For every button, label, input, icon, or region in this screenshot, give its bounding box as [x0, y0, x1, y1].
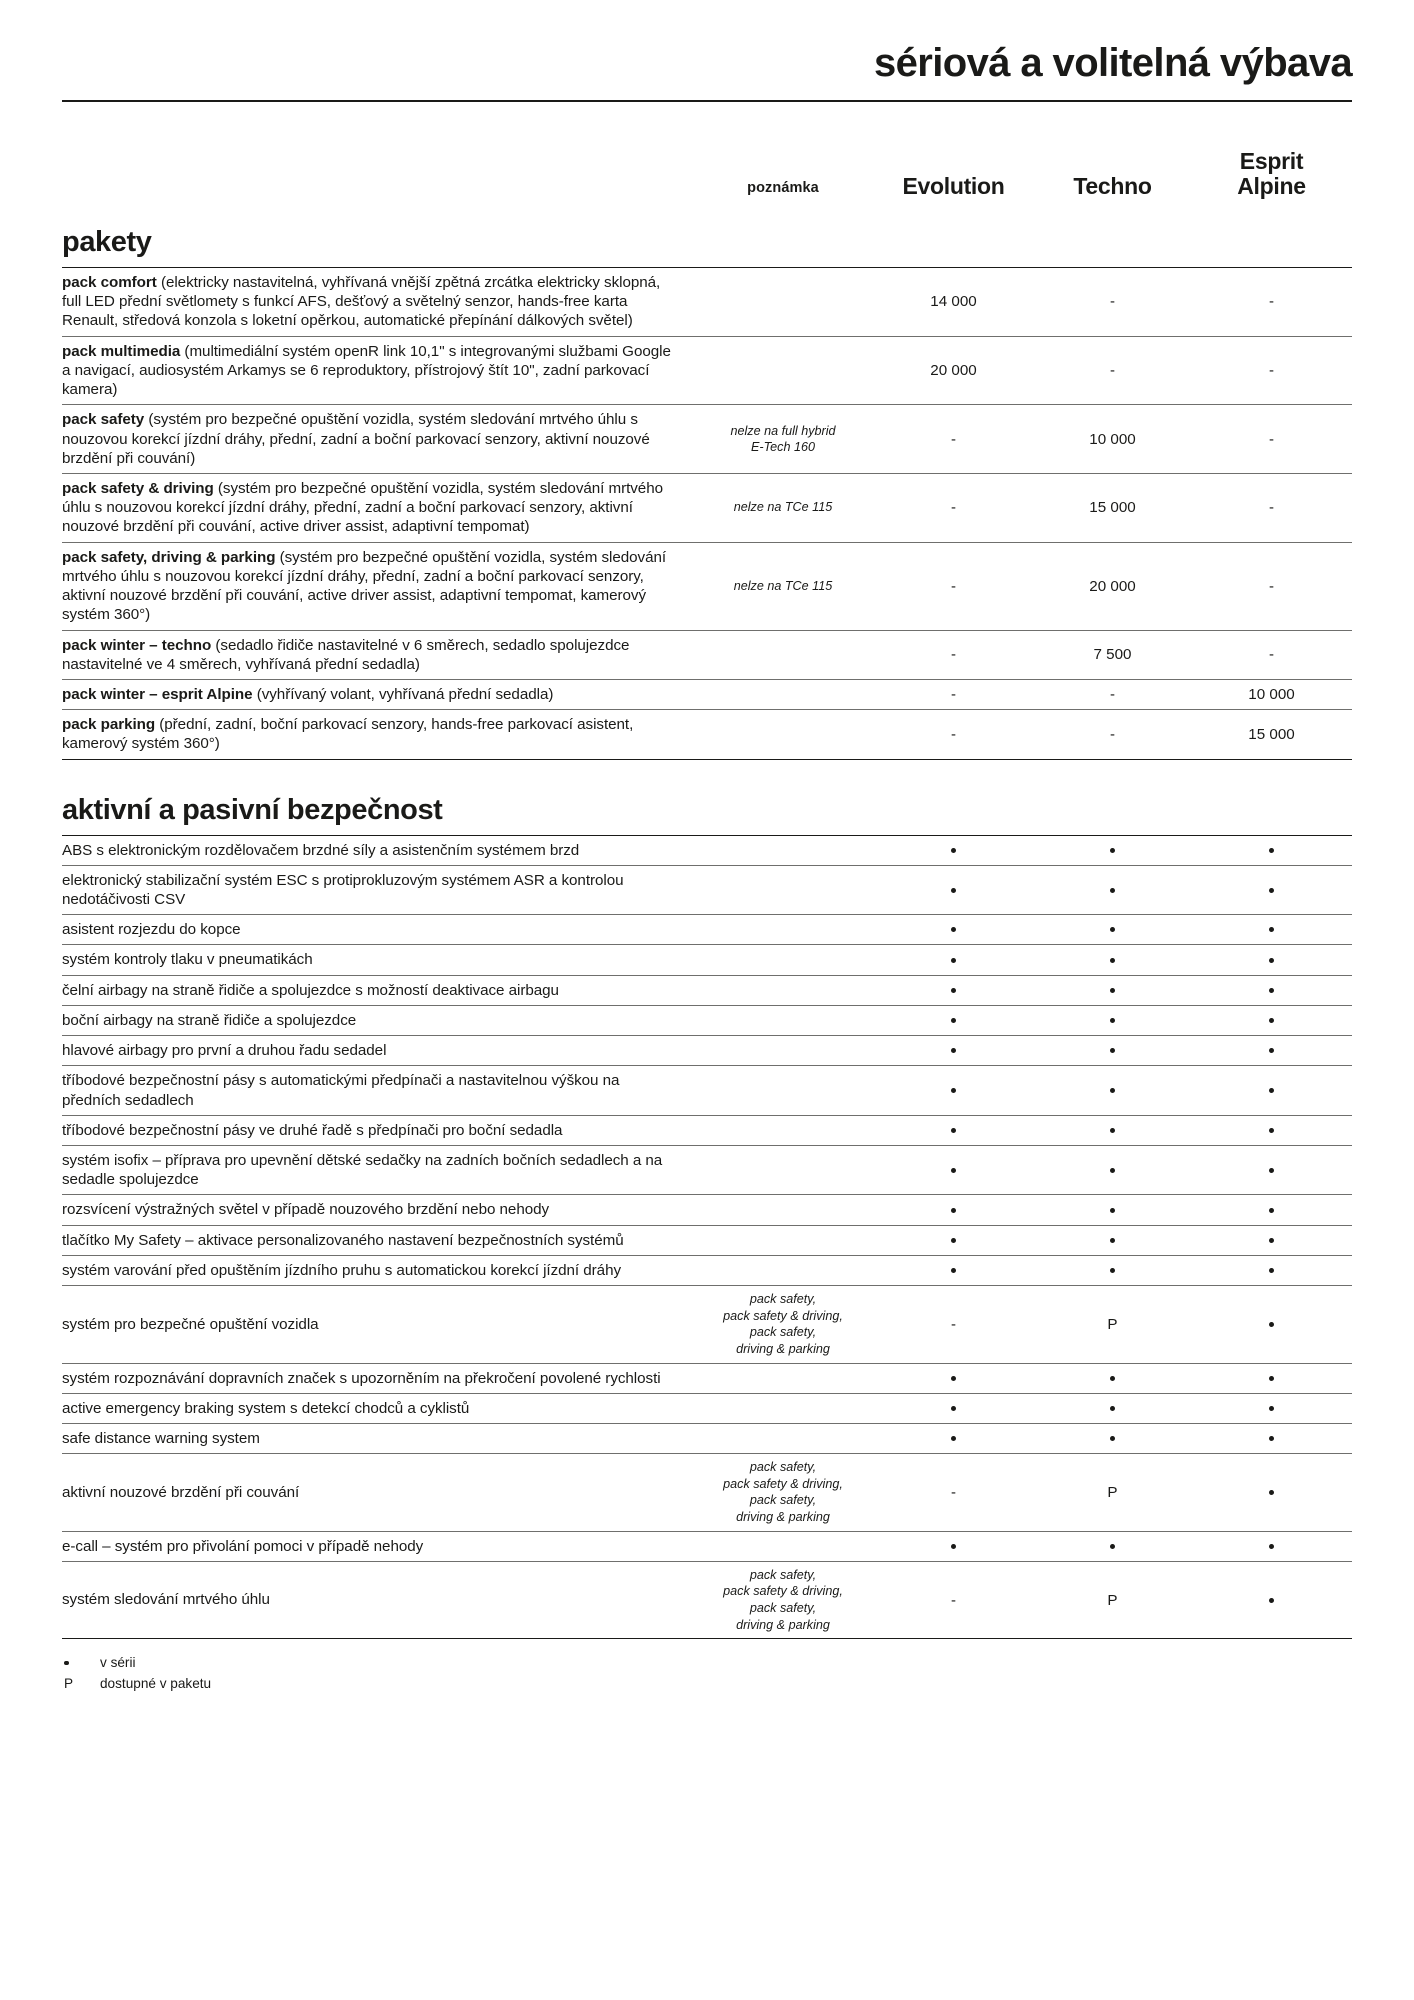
value-esprit-alpine: -: [1269, 361, 1274, 379]
standard-dot-icon: [1269, 1376, 1274, 1381]
table-row: [62, 1424, 1352, 1454]
column-header-evolution: Evolution: [902, 173, 1005, 200]
standard-dot-icon: [1110, 1376, 1115, 1381]
feature-name: pack winter – esprit Alpine (vyhřívaný volant, vyhřívaná přední sedadla): [62, 685, 554, 703]
value-techno: P: [1107, 1315, 1118, 1333]
column-header-techno: Techno: [1073, 173, 1152, 200]
value-techno: [1033, 1066, 1192, 1114]
feature-note: [692, 1394, 874, 1423]
value-techno: [1033, 1394, 1192, 1423]
value-esprit-alpine: [1192, 1066, 1351, 1114]
table-row: [62, 631, 1352, 680]
feature-name: pack safety, driving & parking (systém pro bezpečné opuštění vozidla, systém sledování mrtvého úhlu s nouzovou korekcí jízdní dráhy, přední, zadní a boční parkovací senzory, aktivní nouzové brzdění při couvání, active driver assist, adaptivní tempomat, kamerový systém 360°): [62, 548, 667, 624]
value-evolution: -: [951, 430, 956, 448]
table-row: [62, 405, 1352, 474]
value-techno: 15 000: [1089, 499, 1136, 517]
feature-name: rozsvícení výstražných světel v případě nouzového brzdění nebo nehody: [62, 1201, 550, 1219]
value-techno: [1033, 1226, 1192, 1255]
table-row: [62, 680, 1352, 710]
feature-name: systém isofix – příprava pro upevnění dětské sedačky na zadních bočních sedadlech a na sedadle spolujezdce: [62, 1152, 663, 1189]
value-esprit-alpine: [1192, 836, 1351, 865]
value-esprit-alpine: [1192, 1454, 1351, 1530]
standard-dot-icon: [1269, 1048, 1274, 1053]
standard-dot-icon: [64, 1661, 69, 1666]
value-evolution: [874, 1532, 1033, 1561]
standard-dot-icon: [951, 1018, 956, 1023]
standard-dot-icon: [1269, 988, 1274, 993]
feature-note: [692, 1532, 874, 1561]
value-esprit-alpine: -: [1269, 430, 1274, 448]
value-esprit-alpine: [1192, 1195, 1351, 1224]
standard-dot-icon: [951, 1436, 956, 1441]
value-evolution: [874, 976, 1033, 1005]
standard-dot-icon: [1110, 888, 1115, 893]
standard-dot-icon: [1269, 1322, 1274, 1327]
standard-dot-icon: [1110, 1168, 1115, 1173]
value-evolution: [874, 1006, 1033, 1035]
table-row: [62, 1256, 1352, 1286]
table-row: [62, 976, 1352, 1006]
feature-note: pack safety, pack safety & driving, pack safety, driving & parking: [723, 1460, 843, 1525]
feature-note: [692, 945, 874, 974]
standard-dot-icon: [1110, 1048, 1115, 1053]
feature-name: pack comfort (elektricky nastavitelná, vyhřívaná vnější zpětná zrcátka elektricky sklopná, full LED přední světlomety s funkcí AFS, dešťový a světelný senzor, hands-free karta Renault, středová konzola s loketní opěrkou, automatické přepínání dálkových světel): [62, 274, 661, 330]
value-techno: [1033, 1146, 1192, 1194]
value-evolution: -: [951, 499, 956, 517]
feature-note: pack safety, pack safety & driving, pack safety, driving & parking: [723, 1292, 843, 1356]
legend-key: [62, 1653, 100, 1673]
value-techno: [1033, 1424, 1192, 1453]
table-row: [62, 710, 1352, 759]
value-evolution: [874, 1036, 1033, 1065]
standard-dot-icon: [1110, 1018, 1115, 1023]
feature-name: systém varování před opuštěním jízdního pruhu s automatickou korekcí jízdní dráhy: [62, 1261, 622, 1279]
value-evolution: 20 000: [930, 361, 977, 379]
standard-dot-icon: [1110, 1544, 1115, 1549]
feature-note: [692, 337, 874, 405]
standard-dot-icon: [1110, 1268, 1115, 1273]
feature-note: [692, 1036, 874, 1065]
value-techno: [1033, 945, 1192, 974]
feature-note: [692, 1256, 874, 1285]
value-esprit-alpine: [1192, 1036, 1351, 1065]
table-row: [62, 337, 1352, 406]
standard-dot-icon: [1110, 1406, 1115, 1411]
standard-dot-icon: [951, 1406, 956, 1411]
value-esprit-alpine: [1192, 976, 1351, 1005]
value-techno: [1033, 1006, 1192, 1035]
table-row: [62, 1394, 1352, 1424]
feature-name: pack multimedia (multimediální systém openR link 10,1" s integrovanými službami Google a navigací, audiosystém Arkamys se 6 reproduktory, přístrojový štít 10", zadní parkovací kamera): [62, 342, 671, 399]
standard-dot-icon: [1110, 927, 1115, 932]
feature-note: [692, 1116, 874, 1145]
feature-name: tlačítko My Safety – aktivace personalizovaného nastavení bezpečnostních systémů: [62, 1231, 624, 1249]
value-esprit-alpine: -: [1269, 577, 1274, 595]
feature-name: pack winter – techno (sedadlo řidiče nastavitelné v 6 směrech, sedadlo spolujezdce nastavitelné ve 4 směrech, vyhřívaná přední sedadla): [62, 636, 630, 673]
feature-note: [692, 1424, 874, 1453]
value-esprit-alpine: 10 000: [1248, 686, 1295, 704]
feature-note: [692, 1226, 874, 1255]
value-evolution: [874, 945, 1033, 974]
value-esprit-alpine: [1192, 1364, 1351, 1393]
value-evolution: -: [951, 646, 956, 664]
table-row: [62, 945, 1352, 975]
standard-dot-icon: [951, 988, 956, 993]
feature-name: safe distance warning system: [62, 1429, 260, 1447]
standard-dot-icon: [1110, 848, 1115, 853]
feature-note: [692, 976, 874, 1005]
feature-note: [692, 1195, 874, 1224]
legend: [62, 1653, 1352, 1694]
feature-note: pack safety, pack safety & driving, pack safety, driving & parking: [723, 1567, 843, 1632]
standard-dot-icon: [951, 1168, 956, 1173]
feature-name: boční airbagy na straně řidiče a spolujezdce: [62, 1011, 357, 1029]
value-evolution: -: [951, 686, 956, 704]
standard-dot-icon: [1269, 1018, 1274, 1023]
table-row: [62, 1454, 1352, 1531]
value-evolution: [874, 1146, 1033, 1194]
section-title-pakety: pakety: [62, 226, 152, 258]
standard-dot-icon: [1110, 1208, 1115, 1213]
feature-note: nelze na TCe 115: [733, 578, 833, 593]
standard-dot-icon: [1110, 1238, 1115, 1243]
legend-text: v sérii: [100, 1655, 136, 1671]
value-evolution: [874, 1226, 1033, 1255]
value-esprit-alpine: -: [1269, 293, 1274, 311]
table-row: [62, 1036, 1352, 1066]
standard-dot-icon: [1269, 1088, 1274, 1093]
feature-note: [692, 915, 874, 944]
standard-dot-icon: [1269, 888, 1274, 893]
standard-dot-icon: [1110, 958, 1115, 963]
standard-dot-icon: [1269, 1436, 1274, 1441]
value-evolution: 14 000: [930, 293, 977, 311]
value-evolution: [874, 1195, 1033, 1224]
table-column-headers: [62, 102, 1352, 200]
legend-key: P: [64, 1675, 74, 1691]
feature-name: systém pro bezpečné opuštění vozidla: [62, 1315, 319, 1333]
standard-dot-icon: [1269, 1490, 1274, 1495]
value-techno: 7 500: [1093, 646, 1132, 664]
value-techno: -: [1110, 361, 1115, 379]
standard-dot-icon: [1269, 1168, 1274, 1173]
feature-note: nelze na TCe 115: [733, 500, 833, 515]
table-row: [62, 915, 1352, 945]
table-row: [62, 1562, 1352, 1639]
table-row: [62, 1364, 1352, 1394]
feature-note: [692, 268, 874, 336]
table-pakety: [62, 267, 1352, 760]
value-esprit-alpine: -: [1269, 646, 1274, 664]
standard-dot-icon: [951, 848, 956, 853]
value-techno: [1033, 976, 1192, 1005]
esprit-line-2: Alpine: [1237, 173, 1306, 200]
value-esprit-alpine: [1192, 915, 1351, 944]
feature-name: elektronický stabilizační systém ESC s protiprokluzovým systémem ASR a kontrolou nedotáčivosti CSV: [62, 871, 624, 909]
value-evolution: [874, 1394, 1033, 1423]
standard-dot-icon: [1110, 1128, 1115, 1133]
table-row: [62, 543, 1352, 631]
feature-note: [692, 1006, 874, 1035]
value-techno: [1033, 1116, 1192, 1145]
page-title: sériová a volitelná výbava: [873, 41, 1352, 85]
feature-note: [692, 1364, 874, 1393]
column-header-esprit-alpine: [1192, 149, 1351, 201]
table-bezpecnost: [62, 835, 1352, 1640]
table-row: [62, 1286, 1352, 1363]
standard-dot-icon: [1269, 1268, 1274, 1273]
standard-dot-icon: [951, 1544, 956, 1549]
value-evolution: [874, 1424, 1033, 1453]
feature-name: hlavové airbagy pro první a druhou řadu sedadel: [62, 1042, 387, 1060]
table-row: [62, 1195, 1352, 1225]
standard-dot-icon: [951, 1128, 956, 1133]
table-row: [62, 1146, 1352, 1195]
value-evolution: -: [951, 1591, 956, 1609]
value-esprit-alpine: [1192, 1394, 1351, 1423]
standard-dot-icon: [1269, 1128, 1274, 1133]
feature-name: systém kontroly tlaku v pneumatikách: [62, 951, 313, 969]
value-esprit-alpine: [1192, 866, 1351, 914]
value-techno: [1033, 1256, 1192, 1285]
value-techno: [1033, 1036, 1192, 1065]
feature-note: [692, 710, 874, 758]
standard-dot-icon: [951, 1048, 956, 1053]
feature-name: asistent rozjezdu do kopce: [62, 921, 241, 939]
feature-name: čelní airbagy na straně řidiče a spolujezdce s možností deaktivace airbagu: [62, 981, 559, 999]
value-esprit-alpine: 15 000: [1248, 725, 1295, 743]
value-esprit-alpine: [1192, 1424, 1351, 1453]
value-evolution: [874, 915, 1033, 944]
feature-name: ABS s elektronickým rozdělovačem brzdné síly a asistenčním systémem brzd: [62, 841, 580, 859]
value-esprit-alpine: [1192, 1116, 1351, 1145]
feature-name: tříbodové bezpečnostní pásy ve druhé řadě s předpínači pro boční sedadla: [62, 1121, 563, 1139]
standard-dot-icon: [951, 1238, 956, 1243]
feature-name: pack parking (přední, zadní, boční parkovací senzory, hands-free parkovací asistent, kamerový systém 360°): [62, 716, 634, 753]
sections-container: [62, 226, 1352, 1639]
feature-name: active emergency braking system s detekcí chodců a cyklistů: [62, 1399, 470, 1417]
table-row: [62, 866, 1352, 915]
value-evolution: [874, 866, 1033, 914]
value-techno: -: [1110, 293, 1115, 311]
table-row: [62, 1532, 1352, 1562]
value-esprit-alpine: -: [1269, 499, 1274, 517]
feature-name: systém sledování mrtvého úhlu: [62, 1591, 270, 1609]
table-row: [62, 1006, 1352, 1036]
table-row: [62, 1116, 1352, 1146]
value-evolution: -: [951, 1483, 956, 1501]
feature-note: [692, 866, 874, 914]
standard-dot-icon: [1269, 1406, 1274, 1411]
document-header: [62, 0, 1352, 100]
value-techno: [1033, 1532, 1192, 1561]
value-techno: 20 000: [1089, 577, 1136, 595]
standard-dot-icon: [951, 1376, 956, 1381]
section-title-bezpecnost: aktivní a pasivní bezpečnost: [62, 793, 443, 826]
table-row: [62, 1226, 1352, 1256]
feature-name: systém rozpoznávání dopravních značek s upozorněním na překročení povolené rychlosti: [62, 1369, 661, 1387]
value-evolution: -: [951, 725, 956, 743]
standard-dot-icon: [1110, 1436, 1115, 1441]
standard-dot-icon: [1269, 927, 1274, 932]
feature-note: [692, 836, 874, 865]
feature-name: aktivní nouzové brzdění při couvání: [62, 1483, 300, 1501]
table-row: [62, 836, 1352, 866]
standard-dot-icon: [951, 958, 956, 963]
standard-dot-icon: [951, 927, 956, 932]
feature-note: [692, 680, 874, 709]
value-techno: P: [1107, 1591, 1118, 1609]
feature-name: pack safety (systém pro bezpečné opuštění vozidla, systém sledování mrtvého úhlu s nouzovou korekcí jízdní dráhy, přední, zadní a boční parkovací senzory, aktivní nouzové brzdění při couvání): [62, 411, 650, 467]
standard-dot-icon: [1269, 1598, 1274, 1603]
value-techno: 10 000: [1089, 430, 1136, 448]
value-techno: [1033, 1364, 1192, 1393]
feature-note: [692, 1146, 874, 1194]
value-esprit-alpine: [1192, 1006, 1351, 1035]
value-techno: [1033, 836, 1192, 865]
feature-name: e-call – systém pro přivolání pomoci v případě nehody: [62, 1537, 424, 1555]
value-esprit-alpine: [1192, 1286, 1351, 1362]
table-row: [62, 474, 1352, 543]
value-evolution: [874, 1066, 1033, 1114]
table-row: [62, 1066, 1352, 1115]
value-evolution: [874, 1256, 1033, 1285]
value-techno: P: [1107, 1483, 1118, 1501]
feature-note: nelze na full hybrid E-Tech 160: [730, 423, 836, 455]
legend-item: [62, 1653, 1352, 1673]
feature-note: [692, 631, 874, 679]
table-row: [62, 268, 1352, 337]
value-esprit-alpine: [1192, 1562, 1351, 1638]
feature-note: [692, 1066, 874, 1114]
standard-dot-icon: [951, 1268, 956, 1273]
value-esprit-alpine: [1192, 1532, 1351, 1561]
value-esprit-alpine: [1192, 945, 1351, 974]
legend-item: [62, 1674, 1352, 1694]
value-techno: [1033, 915, 1192, 944]
standard-dot-icon: [1269, 1208, 1274, 1213]
standard-dot-icon: [1269, 848, 1274, 853]
column-header-note: poznámka: [747, 180, 819, 196]
standard-dot-icon: [1110, 1088, 1115, 1093]
value-evolution: -: [951, 577, 956, 595]
standard-dot-icon: [1269, 958, 1274, 963]
standard-dot-icon: [1269, 1238, 1274, 1243]
standard-dot-icon: [1269, 1544, 1274, 1549]
value-techno: -: [1110, 725, 1115, 743]
value-evolution: [874, 1116, 1033, 1145]
esprit-line-1: Esprit: [1239, 147, 1304, 174]
value-esprit-alpine: [1192, 1146, 1351, 1194]
standard-dot-icon: [951, 888, 956, 893]
value-esprit-alpine: [1192, 1256, 1351, 1285]
standard-dot-icon: [951, 1208, 956, 1213]
value-evolution: [874, 1364, 1033, 1393]
legend-text: dostupné v paketu: [100, 1675, 212, 1691]
value-techno: [1033, 1195, 1192, 1224]
standard-dot-icon: [951, 1088, 956, 1093]
value-techno: [1033, 866, 1192, 914]
feature-name: pack safety & driving (systém pro bezpečné opuštění vozidla, systém sledování mrtvého úhlu s nouzovou korekcí jízdní dráhy, přední, zadní a boční parkovací senzory, aktivní nouzové brzdění při couvání, active driver assist, adaptivní tempomat): [62, 479, 664, 536]
value-esprit-alpine: [1192, 1226, 1351, 1255]
feature-name: tříbodové bezpečnostní pásy s automatickými předpínači a nastavitelnou výškou na předních sedadlech: [62, 1072, 620, 1109]
value-evolution: [874, 836, 1033, 865]
standard-dot-icon: [1110, 988, 1115, 993]
value-evolution: -: [951, 1315, 956, 1333]
value-techno: -: [1110, 686, 1115, 704]
